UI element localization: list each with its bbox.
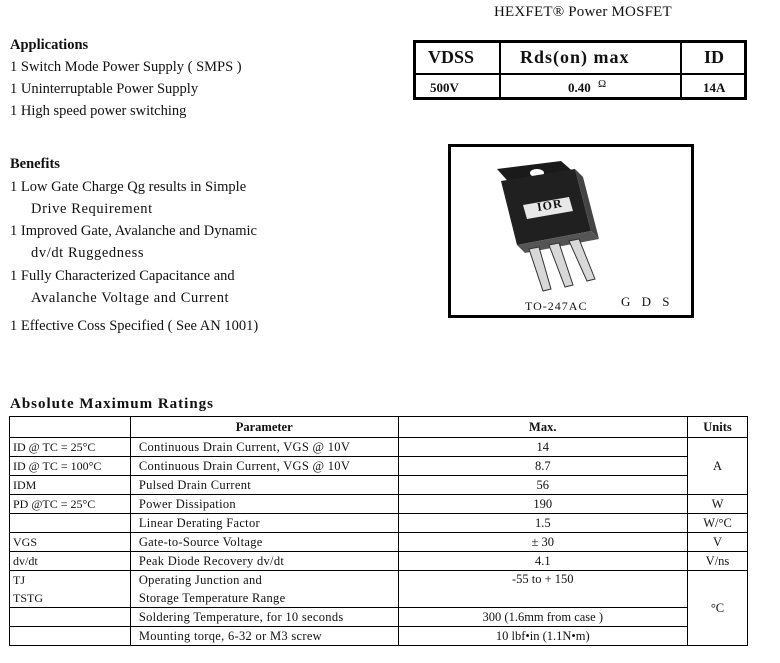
table-row: Mounting torqe, 6-32 or M3 screw 10 lbf•in (1.1N•m) [10,627,748,646]
table-row: Linear Derating Factor 1.5 W/°C [10,514,748,533]
benefit-item: 1 Fully Characterized Capacitance and [10,268,235,284]
package-name: TO-247AC [525,299,588,313]
table-row: PD @TC = 25°C Power Dissipation 190 W [10,495,748,514]
max-header: Max. [398,417,687,438]
id-value: 14A [703,80,726,95]
ratings-title: Absolute Maximum Ratings [10,396,215,412]
sym-header [10,417,131,438]
page-title: HEXFET® Power MOSFET [494,4,672,20]
table-row: ID @ TC = 25°C Continuous Drain Current, VGS @ 10V 14 A [10,438,748,457]
table-row: IDM Pulsed Drain Current 56 [10,476,748,495]
benefits-heading: Benefits [10,156,60,172]
param-header: Parameter [130,417,398,438]
applications-heading: Applications [10,37,89,53]
application-item: 1 Uninterruptable Power Supply [10,81,199,97]
vdss-header: VDSS [428,47,475,67]
table-row: ID @ TC = 100°C Continuous Drain Current, VGS @ 10V 8.7 [10,457,748,476]
ior-logo: IOR [535,195,564,215]
unit-c: °C [687,571,747,646]
table-row: dv/dt Peak Diode Recovery dv/dt 4.1 V/ns [10,552,748,571]
application-item: 1 High speed power switching [10,103,187,119]
to247-package-drawing [451,147,691,315]
table-header-row [10,417,748,438]
ratings-table [9,416,748,646]
package-image [448,144,694,318]
table-row: VGS Gate-to-Source Voltage ± 30 V [10,533,748,552]
benefit-item-cont: dv/dt Ruggedness [31,245,145,261]
units-header: Units [687,417,747,438]
table-row: TJ Operating Junction and -55 to + 150 °C [10,571,748,590]
benefit-item-cont: Drive Requirement [31,201,153,217]
table-row: Soldering Temperature, for 10 seconds 300 (1.6mm from case ) [10,608,748,627]
table-row: TSTG Storage Temperature Range [10,589,748,608]
rds-header: Rds(on) max [520,47,630,67]
rds-value: 0.40 $^\Omega$ [568,78,607,95]
spec-summary-table [413,40,747,100]
pin-labels: G D S [621,294,674,309]
application-item: 1 Switch Mode Power Supply ( SMPS ) [10,59,242,75]
benefit-item: 1 Improved Gate, Avalanche and Dynamic [10,223,257,239]
vdss-value: 500V [430,80,459,95]
benefit-item-cont: Avalanche Voltage and Current [31,290,230,306]
benefit-item: 1 Low Gate Charge Qg results in Simple [10,179,247,195]
benefit-item: 1 Effective Coss Specified ( See AN 1001) [10,318,259,334]
id-header: ID [704,47,725,67]
unit-a: A [687,438,747,495]
